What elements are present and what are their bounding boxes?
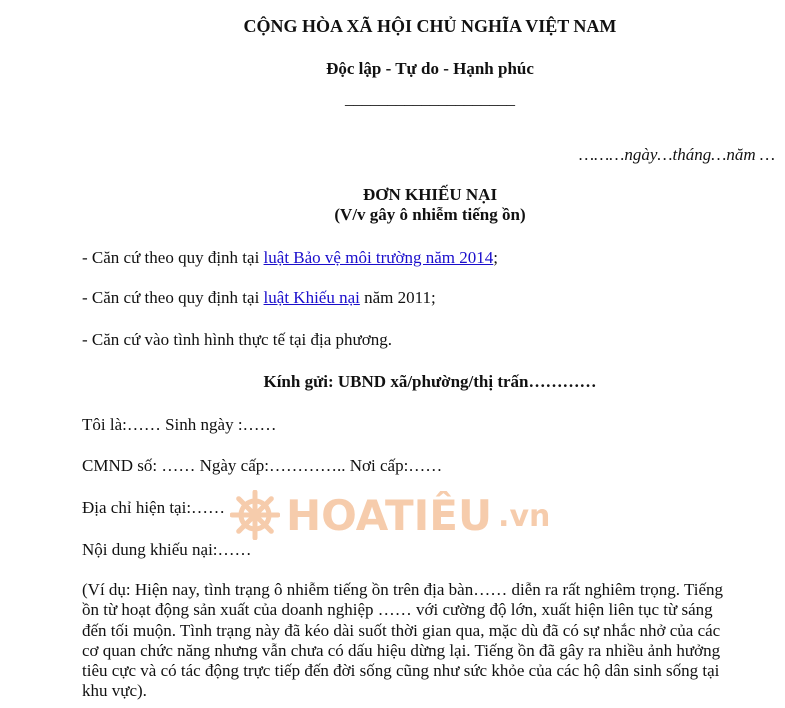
- example-paragraph: [82, 580, 782, 702]
- legal-basis-3: - Căn cứ vào tình hình thực tế tại địa phương.: [82, 330, 392, 349]
- paragraph-line: cơ quan chức năng nhưng vẫn chưa có dấu hiệu dừng lại. Tiếng ồn đã gây ra nhiều ảnh hưởng: [82, 640, 721, 660]
- watermark-tld: .vn: [498, 499, 551, 534]
- basis-text: - Căn cứ theo quy định tại: [82, 248, 264, 267]
- header-divider: ____________________: [345, 89, 515, 108]
- paragraph-line: (Ví dụ: Hiện nay, tình trạng ô nhiễm tiếng ồn trên địa bàn…… diễn ra rất nghiêm trọng. Tiếng: [82, 580, 724, 599]
- motto: Độc lập - Tự do - Hạnh phúc: [326, 59, 534, 78]
- basis-text: - Căn cứ theo quy định tại: [82, 288, 264, 307]
- link-environment-law[interactable]: luật Bảo vệ môi trường năm 2014: [263, 248, 494, 267]
- paragraph-line: đến tối muộn. Tình trạng này đã kéo dài suốt thời gian qua, mặc dù đã có sự nhắc nhở của các: [82, 620, 721, 640]
- field-id-card: CMND số: …… Ngày cấp:………….. Nơi cấp:……: [82, 456, 443, 475]
- field-name-dob: Tôi là:…… Sinh ngày :……: [82, 415, 277, 434]
- legal-basis-1: [82, 248, 498, 268]
- field-address: Địa chỉ hiện tại:……: [82, 498, 226, 517]
- document-subtitle: (V/v gây ô nhiễm tiếng ồn): [334, 205, 526, 224]
- nation-heading: CỘNG HÒA XÃ HỘI CHỦ NGHĨA VIỆT NAM: [243, 16, 617, 36]
- recipient: Kính gửi: UBND xã/phường/thị trấn…………: [263, 372, 597, 391]
- document-title: ĐƠN KHIẾU NẠI: [362, 185, 498, 204]
- paragraph-line: tiêu cực và có tác động trực tiếp đến đời sống cũng như sức khỏe của các hộ dân sinh sống tại: [82, 661, 720, 681]
- ship-wheel-icon: [230, 490, 280, 540]
- link-complaint-law[interactable]: luật Khiếu nại: [263, 288, 360, 307]
- basis-suffix: năm 2011;: [359, 288, 436, 307]
- legal-basis-2: [82, 288, 436, 308]
- paragraph-line: ồn từ hoạt động sản xuất của doanh nghiệp …… với cường độ lớn, xuất hiện liên tục từ sáng: [82, 600, 713, 620]
- paragraph-line: khu vực).: [82, 681, 147, 701]
- date-line: ………ngày…tháng…năm …: [579, 145, 775, 164]
- watermark-logo: [230, 490, 550, 540]
- basis-suffix: ;: [493, 248, 499, 267]
- field-complaint-content: Nội dung khiếu nại:……: [82, 540, 252, 559]
- watermark-brand: HOATIÊU: [286, 490, 493, 540]
